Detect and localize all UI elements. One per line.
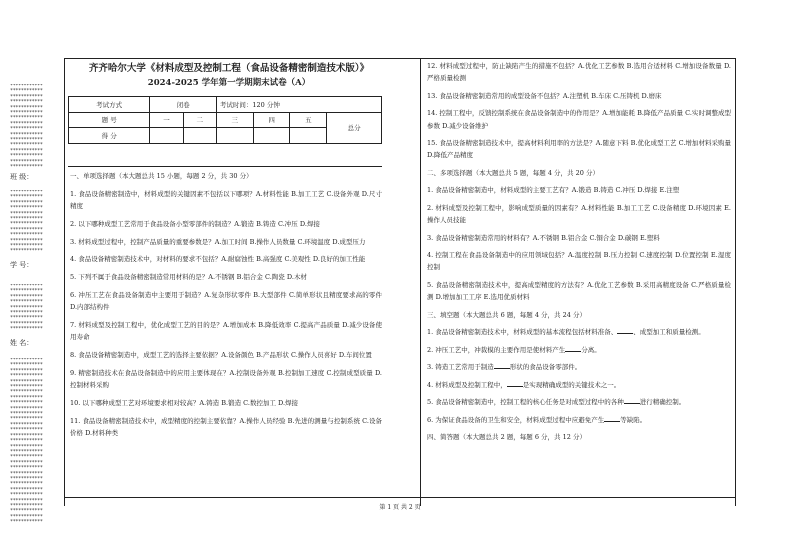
page-border-bottom — [64, 497, 735, 498]
binding-line-stars-mid2: ************ ************ ************ ************ ************ ************ ************ ************ ************ — [10, 284, 43, 333]
left-column — [70, 170, 382, 445]
question: 13. 食品设备精密制造常用的成型设备不包括？A.注塑机 B.车床 C.压铸机 D.磨床 — [427, 91, 662, 100]
answer-blank[interactable] — [565, 344, 581, 352]
exam-time: 考试时间：120 分钟 — [216, 97, 381, 113]
score-cell-4[interactable] — [253, 128, 290, 144]
binding-line-stars-mid1: ************ ************ ************ ************ ************ ************ ************ ************ ************ ************ ************ ************ — [10, 190, 43, 255]
question: 7. 材料成型及控制工程中，优化成型工艺的目的是？A.增加成本 B.降低效率 C.提高产品质量 D.减少设备使用寿命 — [70, 320, 382, 342]
question: 5. 食品设备精密制造技术中，提高成型精度的方法有？A.优化工艺参数 B.采用高精度设备 C.严格质量检测 D.增加加工工序 E.选用优质材料 — [427, 280, 731, 302]
page-border-top — [64, 58, 735, 59]
student-id-label: 学 号： — [10, 261, 34, 269]
answer-blank[interactable] — [617, 326, 633, 334]
exam-subtitle: 2024-2025 学年第一学期期末试卷（A） — [147, 78, 311, 88]
question: 3. 材料成型过程中，控制产品质量的重要参数是？A.加工时间 B.操作人员数量 C.环境温度 D.成型压力 — [70, 237, 366, 246]
score-cell-3[interactable] — [216, 128, 253, 144]
name-label: 姓 名： — [10, 339, 34, 347]
question: 9. 精密制造技术在食品设备制造中的应用主要体现在？A.控制设备外观 B.控制加工速度 C.控制成型质量 D.控制材料采购 — [70, 368, 382, 390]
question: 4. 控制工程在食品设备制造中的应用领域包括？A.温度控制 B.压力控制 C.速度控制 D.位置控制 E.湿度控制 — [427, 251, 731, 272]
question: 10. 以下哪种成型工艺对环境要求相对较高？A.铸造 B.锻造 C.数控加工 D.焊接 — [70, 398, 299, 407]
fill-question: 6. 为保证食品设备的卫生和安全，材料成型过程中应避免产生 等缺陷。 — [427, 415, 647, 424]
answer-blank[interactable] — [494, 361, 510, 369]
page-footer: 第 1 页 共 2 页 — [379, 504, 421, 511]
fill-question: 1. 食品设备精密制造技术中，材料成型的基本流程包括材料准备、 、成型加工和质量检测。 — [427, 328, 705, 337]
binding-line-stars-bottom: ************ ************ ************ ************ ************ ************ ************ ************ ************ ************ ************ ************ ************ ************ ************ ************ ************ ************ ************ ************ ************ ************ ************ ************ ************ ************ ************ ************ ************ ************ ************ — [10, 358, 43, 526]
question: 2. 材料成型及控制工程中，影响成型质量的因素有？A.材料性能 B.加工工艺 C.设备精度 D.环境因素 E.操作人员技能 — [427, 203, 731, 225]
right-column — [427, 60, 731, 449]
question: 1. 食品设备精密制造中，材料成型的主要工艺有？A.锻造 B.铸造 C.冲压 D.焊接 E.注塑 — [427, 186, 680, 195]
total-score-label: 总分 — [327, 112, 382, 143]
fill-question: 5. 食品设备精密制造中，控制工程的核心任务是对成型过程中的各种 进行精确控制。 — [427, 398, 686, 407]
exam-mode-value: 闭卷 — [150, 97, 217, 113]
section-heading-short-answer: 四、简答题（本大题总共 2 题，每题 6 分，共 12 分） — [427, 433, 586, 442]
answer-blank[interactable] — [624, 396, 640, 404]
col-4: 四 — [253, 112, 290, 128]
fill-question: 4. 材料成型及控制工程中， 是实现精确成型的关键技术之一。 — [427, 380, 621, 389]
answer-blank[interactable] — [604, 414, 620, 422]
class-label: 班 级： — [10, 173, 34, 181]
score-table — [68, 96, 382, 144]
score-label: 得 分 — [69, 128, 150, 144]
question: 3. 食品设备精密制造常用的材料有？A.不锈钢 B.铝合金 C.铜合金 D.碳钢 E.塑料 — [427, 233, 660, 242]
score-cell-5[interactable] — [290, 128, 327, 144]
question: 12. 材料成型过程中，防止缺陷产生的措施不包括？A.优化工艺参数 B.选用合适材料 C.增加设备数量 D.严格质量检测 — [427, 62, 731, 83]
score-cell-2[interactable] — [183, 128, 216, 144]
page-border-right — [735, 58, 736, 506]
question: 5. 下列不属于食品设备精密制造常用材料的是？A.不锈钢 B.铝合金 C.陶瓷 D.木材 — [70, 272, 307, 281]
col-2: 二 — [183, 112, 216, 128]
exam-title: 齐齐哈尔大学《材料成型及控制工程（食品设备精密制造技术版）》 — [88, 63, 370, 74]
question: 11. 食品设备精密制造技术中，成型精度的控制主要依靠？A.操作人员经验 B.先进的测量与控制系统 C.设备价格 D.材料种类 — [70, 416, 382, 438]
section-heading-single-choice: 一、单项选择题（本大题总共 15 小题，每题 2 分，共 30 分） — [70, 172, 253, 180]
section-heading-fill-in: 三、填空题（本大题总共 6 题，每题 4 分，共 24 分） — [427, 310, 586, 319]
section-rule — [68, 166, 382, 167]
col-5: 五 — [290, 112, 327, 128]
question: 1. 食品设备精密制造中，材料成型的关键因素不包括以下哪项？A.材料性能 B.加工工艺 C.设备外观 D.尺寸精度 — [70, 189, 382, 211]
col-3: 三 — [216, 112, 253, 128]
answer-blank[interactable] — [507, 379, 523, 387]
question-number-label: 题 号 — [69, 112, 150, 128]
fill-question: 2. 冲压工艺中，冲裁模的主要作用是使材料产生 分离。 — [427, 345, 601, 354]
section-heading-multi-choice: 二、多项选择题（本大题总共 5 题，每题 4 分，共 20 分） — [427, 168, 599, 177]
question: 8. 食品设备精密制造中，成型工艺的选择主要依据？A.设备颜色 B.产品形状 C.操作人员喜好 D.车间位置 — [70, 351, 372, 359]
question: 4. 食品设备精密制造技术中，对材料的要求不包括？A.耐腐蚀性 B.高强度 C.美观性 D.良好的加工性能 — [70, 255, 366, 264]
binding-line-stars-top: ************ ************ ************ ************ ************ ************ ************ ************ ************ ************ ************ ************ ************ ************ ************ ************ — [10, 84, 43, 168]
question: 2. 以下哪种成型工艺常用于食品设备小型零部件的制造？A.锻造 B.铸造 C.冲压 D.焊接 — [70, 219, 320, 228]
center-divider — [420, 58, 421, 506]
question: 6. 冲压工艺在食品设备制造中主要用于制造？A.复杂形状零件 B.大型部件 C.简单形状且精度要求高的零件 D.内部结构件 — [70, 290, 382, 312]
question: 15. 食品设备精密制造技术中，提高材料利用率的方法是？A.随意下料 B.优化成型工艺 C.增加材料采购量 D.降低产品精度 — [427, 139, 731, 160]
page-border-left — [64, 58, 65, 506]
col-1: 一 — [150, 112, 183, 128]
exam-mode-label: 考试方式 — [69, 97, 150, 113]
score-cell-1[interactable] — [150, 128, 183, 144]
fill-question: 3. 铸造工艺常用于制造 形状的食品设备零部件。 — [427, 363, 582, 372]
question: 14. 控制工程中，反馈控制系统在食品设备制造中的作用是？A.增加能耗 B.降低产品质量 C.实时调整成型参数 D.减少设备维护 — [427, 109, 731, 130]
